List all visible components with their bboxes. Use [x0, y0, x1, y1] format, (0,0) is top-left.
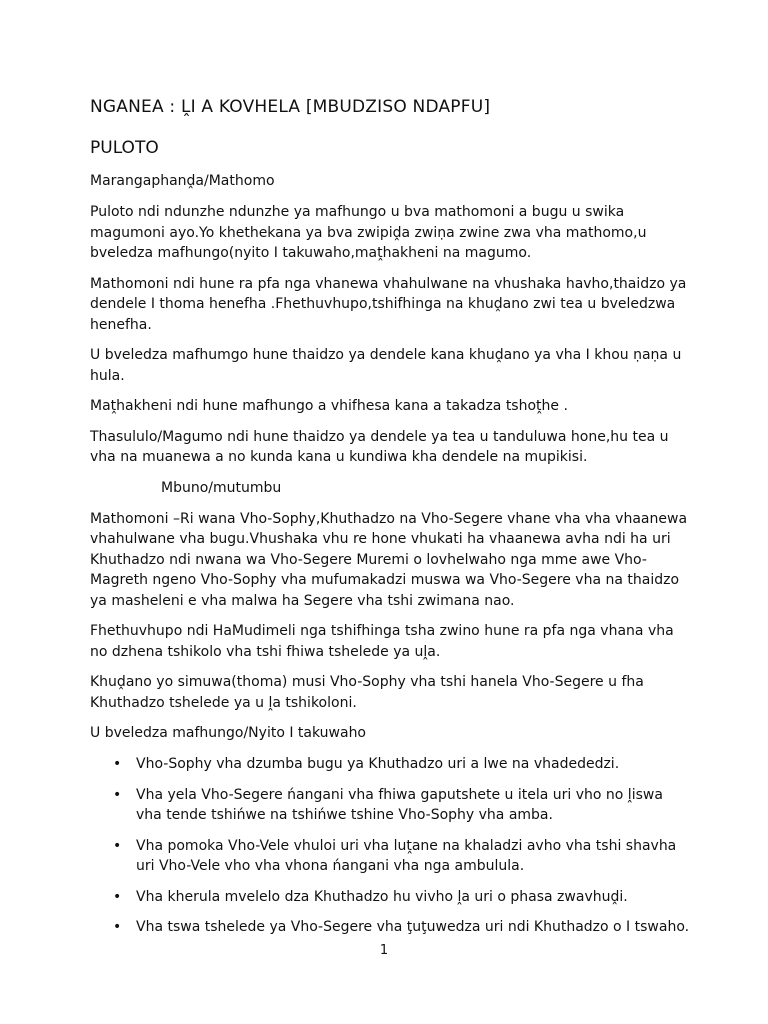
bullet-icon: • — [113, 919, 122, 935]
paragraph: U bveledza mafhumgo hune thaidzo ya dendele kana khuḓano ya vha I khou ṇaṇa u hula. — [90, 347, 682, 384]
page-number: 1 — [379, 943, 389, 958]
list-item — [90, 836, 690, 877]
list-item-text: Vha kherula mvelelo dza Khuthadzo hu vivho ḽa uri o phasa zwavhuḓi. — [136, 888, 628, 905]
subheading-mbuno: Mbuno/mutumbu — [161, 479, 282, 496]
list-item — [90, 785, 690, 826]
section-mbuno — [90, 478, 690, 714]
section-intro — [90, 171, 690, 468]
document-page — [90, 96, 690, 948]
paragraph: Puloto ndi ndunzhe ndunzhe ya mafhungo u bva mathomoni a bugu u swika magumoni ayo.Yo khethekana ya bva zwipiḓa zwiṇa zwine zwa vha mathomo,u bveledza mafhungo(nyito I takuwaho,maṱhakheni na magumo. — [90, 204, 647, 261]
section-nyito — [90, 723, 690, 938]
bullet-icon: • — [113, 888, 122, 905]
list-item-text: Vha yela Vho-Segere ńangani vha fhiwa gaputshete u itela uri vho no ḽiswa vha tende tshińwe na tshińwe tshine Vho-Sophy vha amba. — [136, 786, 663, 823]
bullet-icon: • — [113, 756, 122, 772]
paragraph: Fhethuvhupo ndi HaMudimeli nga tshifhinga tsha zwino hune ra pfa nga vhana vha no dzhena tshikolo vha tshi fhiwa tshelede ya uḽa. — [90, 623, 674, 660]
section-heading-puloto: PULOTO — [90, 138, 159, 158]
paragraph: Mathomoni –Ri wana Vho-Sophy,Khuthadzo na Vho-Segere vhane vha vha vhaanewa vhahulwane vha bugu.Vhushaka vhu re hone vhukati ha vhaanewa avha ndi ha uri Khuthadzo ndi nwana wa Vho-Segere Muremi o lovhelwaho nga mme awe Vho-Magreth ngeno Vho-Sophy vha mufumakadzi muswa wa Vho-Segere vha na thaidzo ya masheleni e vha malwa ha Segere vha tshi zwimana nao. — [90, 510, 688, 609]
list-item — [90, 887, 690, 908]
list-item — [90, 917, 690, 938]
bullet-icon: • — [113, 837, 122, 854]
list-item-text: Vha pomoka Vho-Vele vhuloi uri vha luṱane na khaladzi avho vha tshi shavha uri Vho-Vele vho vha vhona ńangani vha nga ambulula. — [136, 837, 677, 874]
paragraph: Mathomoni ndi hune ra pfa nga vhanewa vhahulwane na vhushaka havho,thaidzo ya dendele I thoma henefha .Fhethuvhupo,tshifhinga na khuḓano zwi tea u bveledzwa henefha. — [90, 275, 687, 333]
subheading-nyito: U bveledza mafhungo/Nyito I takuwaho — [90, 725, 367, 741]
paragraph: Khuḓano yo simuwa(thoma) musi Vho-Sophy vha tshi hanela Vho-Segere u fha Khuthadzo tshelede ya u ḽa tshikoloni. — [90, 674, 644, 711]
list-item-text: Vho-Sophy vha dzumba bugu ya Khuthadzo uri a lwe na vhadededzi. — [136, 756, 620, 772]
document-title: NGANEA : ḼI A KOVHELA [MBUDZISO NDAPFU] — [90, 97, 491, 117]
bullet-list — [90, 754, 690, 938]
subheading-mathomo: Marangaphanḓa/Mathomo — [90, 173, 275, 189]
list-item — [90, 754, 690, 775]
bullet-icon: • — [113, 786, 122, 803]
paragraph: Thasululo/Magumo ndi hune thaidzo ya dendele ya tea u tanduluwa hone,hu tea u vha na muanewa a no kunda kana u kundiwa kha dendele na mupikisi. — [90, 428, 669, 465]
paragraph: Maṱhakheni ndi hune mafhungo a vhifhesa kana a takadza tshoṱhe . — [90, 398, 568, 414]
list-item-text: Vha tswa tshelede ya Vho-Segere vha ţuţuwedza uri ndi Khuthadzo o I tswaho. — [136, 919, 690, 935]
